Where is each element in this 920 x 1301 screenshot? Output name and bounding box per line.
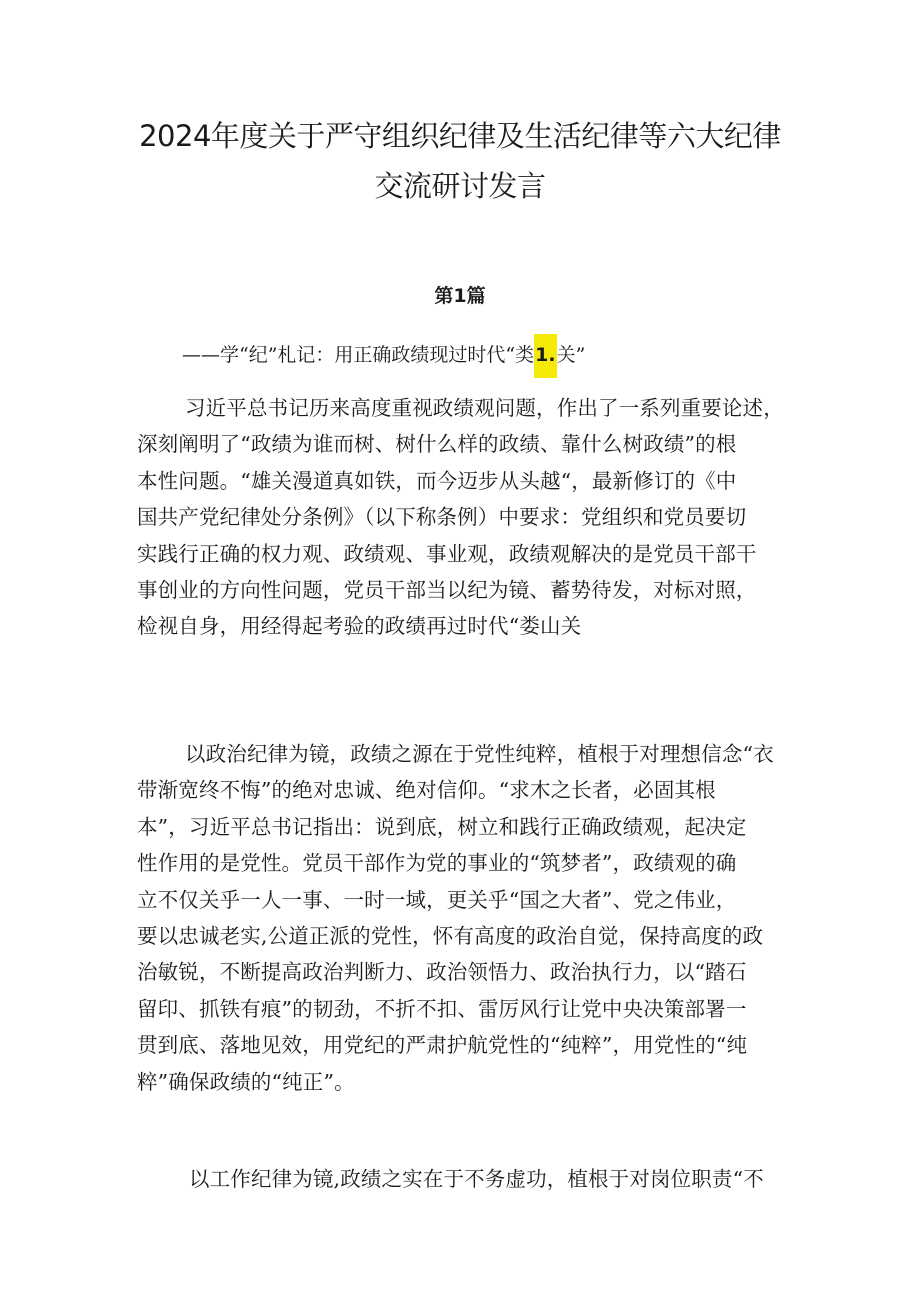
paragraph-3 xyxy=(137,1161,817,1197)
paragraph-line: 事创业的方向性问题，党员干部当以纪为镜、蓄势待发，对标对照， xyxy=(137,578,757,603)
paragraph-line: 检视自身，用经得起考验的政绩再过时代“娄山关 xyxy=(137,614,582,639)
paragraph-line: 以政治纪律为镜，政绩之源在于党性纯粹，植根于对理想信念“衣 xyxy=(185,742,774,766)
paragraph-line: 本性问题。“雄关漫道真如铁，而今迈步从头越“，最新修订的《中 xyxy=(137,468,737,493)
paragraph-line: 要以忠诚老实,公道正派的党性，怀有高度的政治自觉，保持高度的政 xyxy=(137,924,764,949)
paragraph-2 xyxy=(137,736,817,1100)
subtitle-prefix: ——学“纪”札记：用正确政绩现过时代“类 xyxy=(182,344,535,366)
paragraph-line: 性作用的是党性。党员干部作为党的事业的“筑梦者”，政绩观的确 xyxy=(137,851,737,876)
section-heading: 第1篇 xyxy=(434,285,486,307)
highlighted-text: 1. xyxy=(534,334,556,378)
paragraph-line: 习近平总书记历来高度重视政绩观问题，作出了一系列重要论述， xyxy=(185,396,784,420)
paragraph-line: 国共产党纪律处分条例》（以下称条例）中要求：党组织和党员要切 xyxy=(137,505,747,530)
paragraph-line: 治敏锐，不断提高政治判断力、政治领悟力、政治执行力，以“踏石 xyxy=(137,960,747,985)
paragraph-line: 贯到底、落地见效，用党纪的严肃护航党性的“纯粹”，用党性的“纯 xyxy=(137,1033,748,1058)
document-title-line-1: 2024年度关于严守组织纪律及生活纪律等六大纪律 xyxy=(139,119,781,153)
document-title-line-2: 交流研讨发言 xyxy=(374,169,546,203)
paragraph-line: 实践行正确的权力观、政绩观、事业观，政绩观解决的是党员干部干 xyxy=(137,541,757,566)
paragraph-line: 本”，习近平总书记指出：说到底，树立和践行正确政绩观，起决定 xyxy=(137,814,747,839)
paragraph-line: 带渐宽终不悔”的绝对忠诚、绝对信仰。“求木之长者，必固其根 xyxy=(137,778,716,803)
paragraph-line: 粹”确保政绩的“纯正”。 xyxy=(137,1069,355,1094)
paragraph-line: 以工作纪律为镜,政绩之实在于不务虚功，植根于对岗位职责“不 xyxy=(189,1167,764,1191)
paragraph-line: 留印、抓铁有痕”的韧劲，不折不扣、雷厉风行让党中央决策部署一 xyxy=(137,996,747,1021)
subtitle-suffix: 关” xyxy=(556,344,586,366)
paragraph-1 xyxy=(137,390,817,645)
subtitle xyxy=(182,340,585,367)
paragraph-line: 深刻阐明了“政绩为谁而树、树什么样的政绩、靠什么树政绩”的根 xyxy=(137,432,737,457)
paragraph-line: 立不仅关乎一人一事、一时一域，更关乎“国之大者”、党之伟业， xyxy=(137,887,737,912)
